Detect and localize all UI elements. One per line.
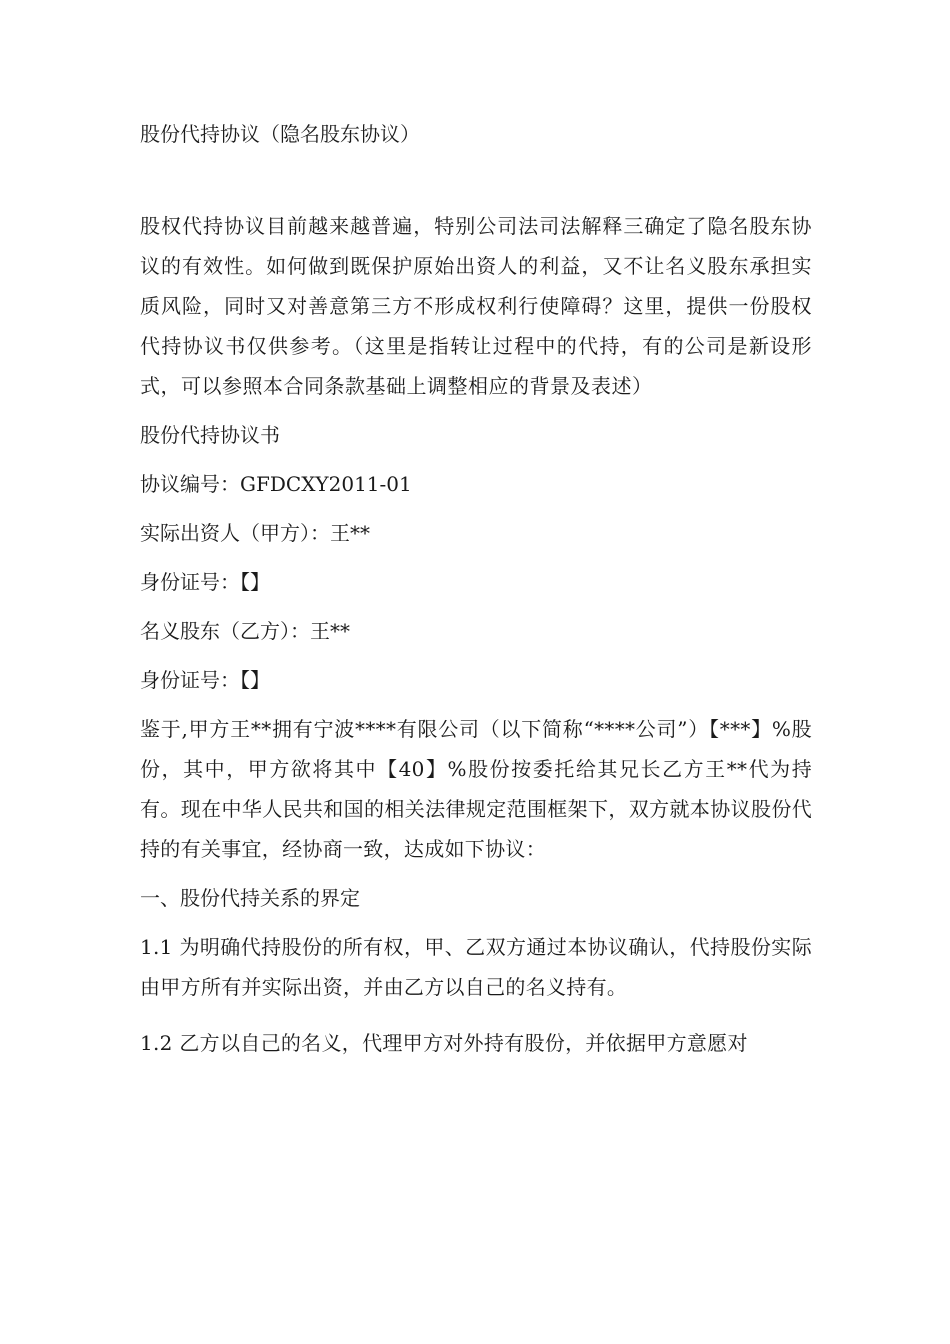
party-b-line: 名义股东（乙方）：王**	[140, 619, 350, 643]
agreement-title: 股份代持协议书	[140, 423, 280, 447]
clause-1-2: 1.2 乙方以自己的名义，代理甲方对外持有股份，并依据甲方意愿对	[140, 1031, 748, 1055]
recital-paragraph: 鉴于,甲方王**拥有宁波****有限公司（以下简称“****公司”）【***】%股份，其中，甲方欲将其中【40】%股份按委托给其兄长乙方王**代为持有。现在中华人民共和国的相关法律规定范围框架下，双方就本协议股份代持的有关事宜，经协商一致，达成如下协议：	[140, 717, 812, 861]
document-body	[140, 114, 812, 1063]
document-title: 股份代持协议（隐名股东协议）	[140, 122, 420, 146]
agreement-number: 协议编号：GFDCXY2011-01	[140, 472, 412, 496]
party-a-id-line: 身份证号：【】	[140, 570, 270, 594]
clause-1-1: 1.1 为明确代持股份的所有权，甲、乙双方通过本协议确认，代持股份实际由甲方所有并实际出资，并由乙方以自己的名义持有。	[140, 935, 812, 999]
party-b-id-line: 身份证号：【】	[140, 668, 270, 692]
section-1-heading: 一、股份代持关系的界定	[140, 886, 360, 910]
intro-paragraph: 股权代持协议目前越来越普遍，特别公司法司法解释三确定了隐名股东协议的有效性。如何做到既保护原始出资人的利益，又不让名义股东承担实质风险，同时又对善意第三方不形成权利行使障碍？这里，提供一份股权代持协议书仅供参考。（这里是指转让过程中的代持，有的公司是新设形式，可以参照本合同条款基础上调整相应的背景及表述）	[140, 214, 812, 398]
party-a-line: 实际出资人（甲方）：王**	[140, 521, 370, 545]
